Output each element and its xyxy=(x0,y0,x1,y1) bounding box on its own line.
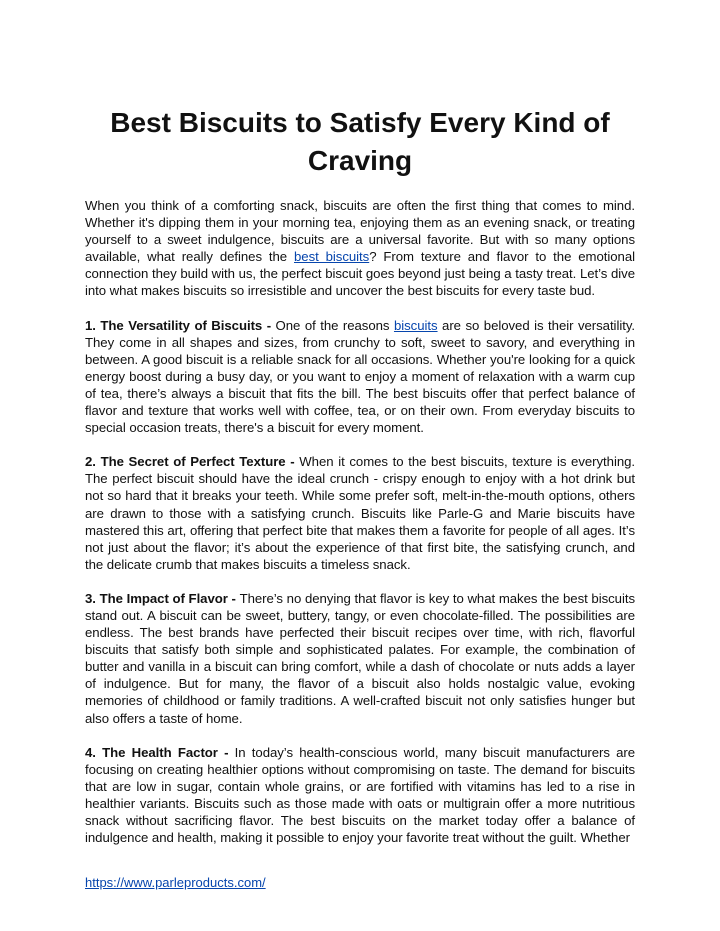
section-heading: 1. The Versatility of Biscuits - xyxy=(85,317,276,333)
intro-text-after: ? From texture and flavor to the emotional connection they build with us, the perfect biscuit goes beyond just being a tasty treat. Let’s dive into what makes biscuits so irresistible and uncover the best biscuits for every taste bud. xyxy=(85,249,636,299)
best-biscuits-link[interactable]: best biscuits xyxy=(294,249,370,265)
article-body xyxy=(85,197,635,863)
page-title: Best Biscuits to Satisfy Every Kind of Craving xyxy=(110,107,610,176)
intro-paragraph xyxy=(85,197,635,300)
footer-website-link[interactable]: https://www.parleproducts.com/ xyxy=(85,875,266,890)
section-text: When it comes to the best biscuits, texture is everything. The perfect biscuit should have the ideal crunch - crispy enough to enjoy with a hot drink but not so hard that it breaks your teeth. While some prefer soft, melt-in-the-mouth options, others are drawn to those with a satisfying crunch. Biscuits like Parle-G and Marie biscuits have mastered this art, offering that perfect bite that makes them a favorite for people of all ages. It’s not just about the flavor; it’s about the experience of that first bite, the satisfying crunch, and the delicate crumb that makes biscuits a timeless snack. xyxy=(85,454,636,572)
section-texture xyxy=(85,453,635,573)
section-text-after: are so beloved is their versatility. They come in all shapes and sizes, from crunchy to soft, sweet to savory, and everything in between. A good biscuit is a reliable snack for all occasions. Whether you're looking for a quick energy boost during a busy day, or you want to enjoy a moment of relaxation with a warm cup of tea, there’s always a biscuit that fits the bill. The best biscuits offer that perfect balance of flavor and texture that works well with coffee, tea, or on their own. From everyday biscuits to special occasion treats, there's a biscuit for every moment. xyxy=(85,317,635,436)
section-heading: 3. The Impact of Flavor - xyxy=(85,590,240,606)
section-versatility xyxy=(85,317,635,437)
section-heading: 2. The Secret of Perfect Texture - xyxy=(85,454,300,470)
intro-text-before: When you think of a comforting snack, biscuits are often the first thing that comes to mind. Whether it's dipping them in your morning tea, enjoying them as an evening snack, or treating yourself to a sweet indulgence, biscuits are a universal favorite. But with so many options available, what really defines the xyxy=(85,198,635,265)
section-text-before: One of the reasons xyxy=(275,317,394,333)
section-health xyxy=(85,744,635,847)
section-text: There’s no denying that flavor is key to what makes the best biscuits stand out. A biscuit can be sweet, buttery, tangy, or even chocolate-filled. The possibilities are endless. The best brands have perfected their biscuit recipes over time, with rich, flavorful biscuits that satisfy both simple and sophisticated palates. For example, the combination of butter and vanilla in a biscuit can bring comfort, while a dash of chocolate or nuts adds a layer of indulgence. But for many, the flavor of a biscuit also holds nostalgic value, evoking memories of childhood or family traditions. A well-crafted biscuit not only satisfies hunger but also offers a taste of home. xyxy=(85,590,635,726)
section-text: In today’s health-conscious world, many biscuit manufacturers are focusing on creating healthier options without compromising on taste. The demand for biscuits that are low in sugar, contain whole grains, or are fortified with vitamins has led to a rise in healthier variants. Biscuits such as those made with oats or multigrain offer a more nutritious snack without sacrificing flavor. The best biscuits on the market today offer a balance of indulgence and health, making it possible to enjoy your favorite treat without the guilt. Whether xyxy=(85,744,635,846)
biscuits-link[interactable]: biscuits xyxy=(393,317,438,333)
section-flavor xyxy=(85,590,635,727)
section-heading: 4. The Health Factor - xyxy=(85,744,235,760)
